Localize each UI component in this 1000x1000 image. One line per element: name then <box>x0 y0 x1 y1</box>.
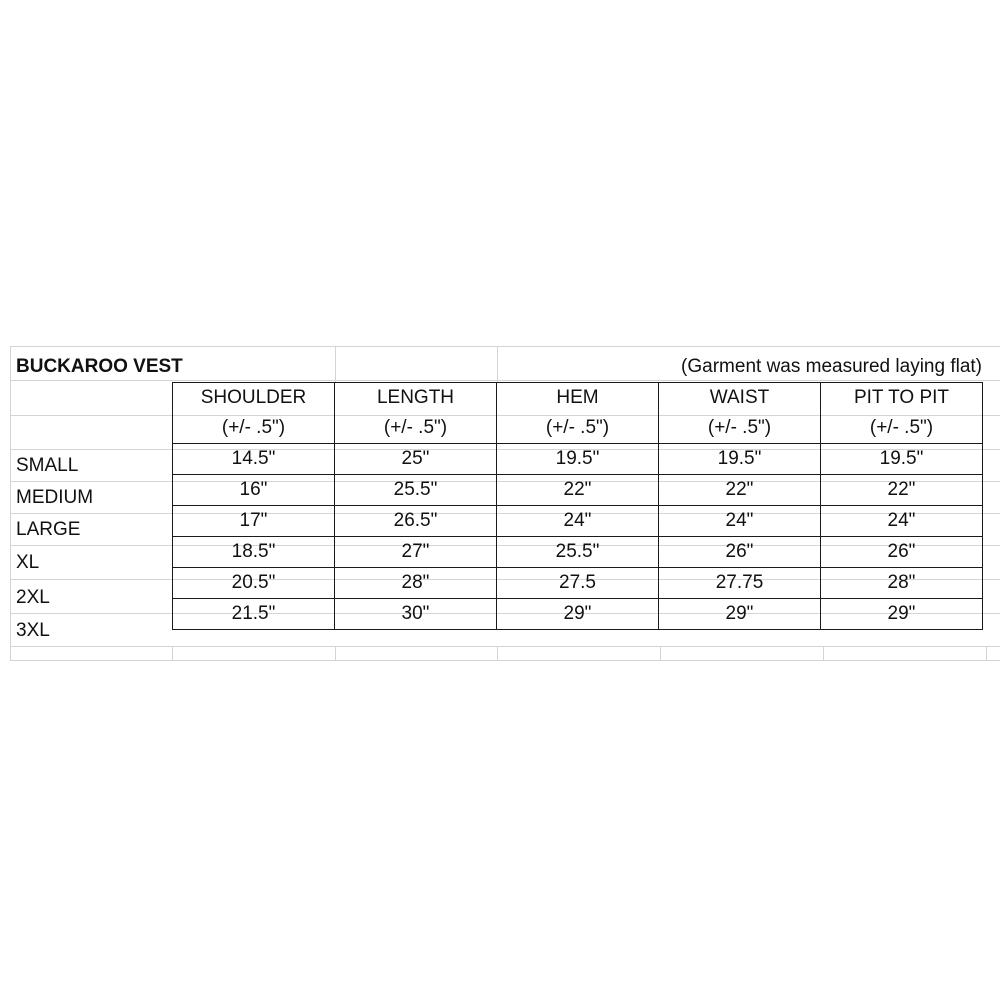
gridline <box>986 646 987 660</box>
gridline <box>660 646 661 660</box>
measurement-cell: 19.5" <box>659 444 821 475</box>
gridline <box>10 646 1000 647</box>
measurement-cell: 26.5" <box>335 506 497 537</box>
gridline <box>10 380 1000 381</box>
size-label-large: LARGE <box>16 519 81 540</box>
column-header-shoulder: SHOULDER <box>173 383 335 414</box>
tolerance-cell: (+/- .5") <box>659 413 821 444</box>
measurement-note: (Garment was measured laying flat) <box>681 356 982 377</box>
gridline <box>497 646 498 660</box>
measurement-cell: 27" <box>335 537 497 568</box>
table-header-row <box>173 383 983 414</box>
measurement-cell: 14.5" <box>173 444 335 475</box>
column-header-pit-to-pit: PIT TO PIT <box>821 383 983 414</box>
gridline <box>10 346 11 660</box>
measurement-cell: 29" <box>659 599 821 630</box>
measurement-cell: 22" <box>497 475 659 506</box>
measurement-cell: 24" <box>659 506 821 537</box>
measurement-cell: 19.5" <box>497 444 659 475</box>
tolerance-cell: (+/- .5") <box>497 413 659 444</box>
measurement-cell: 22" <box>659 475 821 506</box>
size-chart-table <box>172 382 983 630</box>
measurement-cell: 27.5 <box>497 568 659 599</box>
measurement-cell: 29" <box>821 599 983 630</box>
measurement-cell: 25" <box>335 444 497 475</box>
measurement-cell: 28" <box>335 568 497 599</box>
gridline <box>497 346 498 382</box>
measurement-cell: 18.5" <box>173 537 335 568</box>
column-header-waist: WAIST <box>659 383 821 414</box>
measurement-cell: 25.5" <box>335 475 497 506</box>
measurement-cell: 26" <box>821 537 983 568</box>
table-row <box>173 599 983 630</box>
sheet-title: BUCKAROO VEST <box>16 356 183 377</box>
size-label-xl: XL <box>16 552 40 573</box>
measurement-cell: 22" <box>821 475 983 506</box>
measurement-cell: 28" <box>821 568 983 599</box>
column-header-length: LENGTH <box>335 383 497 414</box>
measurement-cell: 19.5" <box>821 444 983 475</box>
measurement-cell: 16" <box>173 475 335 506</box>
tolerance-cell: (+/- .5") <box>335 413 497 444</box>
measurement-cell: 29" <box>497 599 659 630</box>
size-label-small: SMALL <box>16 455 79 476</box>
measurement-cell: 21.5" <box>173 599 335 630</box>
measurement-cell: 24" <box>497 506 659 537</box>
table-row <box>173 568 983 599</box>
gridline <box>823 646 824 660</box>
tolerance-cell: (+/- .5") <box>173 413 335 444</box>
measurement-cell: 20.5" <box>173 568 335 599</box>
gridline <box>335 646 336 660</box>
table-row <box>173 537 983 568</box>
measurement-cell: 17" <box>173 506 335 537</box>
size-label-3xl: 3XL <box>16 620 50 641</box>
gridline <box>10 660 1000 661</box>
measurement-cell: 30" <box>335 599 497 630</box>
size-label-medium: MEDIUM <box>16 487 94 508</box>
table-row <box>173 475 983 506</box>
measurement-cell: 26" <box>659 537 821 568</box>
tolerance-row <box>173 413 983 444</box>
measurement-cell: 27.75 <box>659 568 821 599</box>
tolerance-cell: (+/- .5") <box>821 413 983 444</box>
measurement-cell: 24" <box>821 506 983 537</box>
column-header-hem: HEM <box>497 383 659 414</box>
gridline <box>335 346 336 382</box>
table-row <box>173 506 983 537</box>
measurement-cell: 25.5" <box>497 537 659 568</box>
gridline <box>172 646 173 660</box>
table-row <box>173 444 983 475</box>
gridline <box>10 346 1000 347</box>
size-label-2xl: 2XL <box>16 587 50 608</box>
